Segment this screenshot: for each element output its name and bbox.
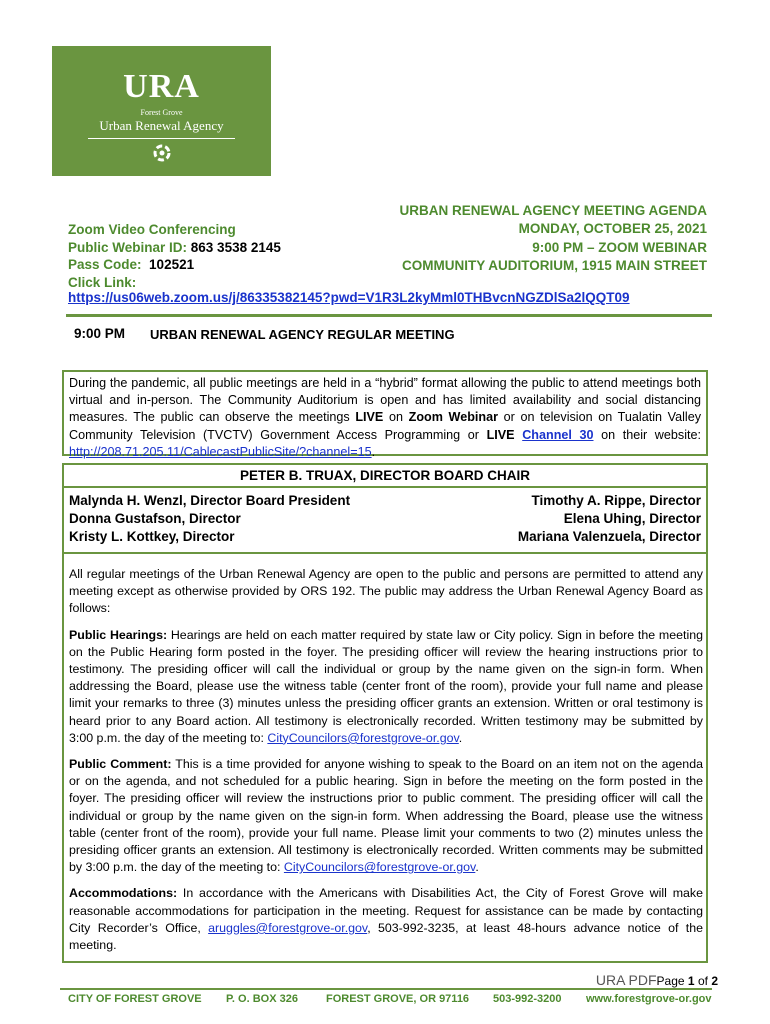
webinar-id-row: [68, 239, 281, 257]
accommodations-label: Accommodations:: [69, 886, 178, 901]
directors-right: [518, 492, 701, 546]
pass-code-row: [68, 256, 281, 274]
public-hearings-text: Hearings are held on each matter required by state law or City policy. Sign in before the meeting on the Public Hearing form posted in the foyer. The presiding officer will review the hearing instructions prior to testimony. The presiding officer will call the individual or group by the name given on the sign-in form. When addressing the Board, please use the witness table (center front of the room), provide your full name and please limit your remarks to three (3) minutes unless the presiding officer grants an extension. Written or oral testimony is heard prior to any Board action. All testimony is electronically recorded. Written testimony may be submitted by 3:00 p.m. the day of the meeting to:: [69, 627, 703, 745]
director-name: Kristy L. Kottkey, Director: [69, 529, 235, 544]
logo-agency-name: Urban Renewal Agency: [99, 118, 224, 133]
recorder-email-link[interactable]: aruggles@forestgrove-or.gov: [208, 920, 368, 935]
notice-text: on: [383, 410, 409, 425]
agenda-location: COMMUNITY AUDITORIUM, 1915 MAIN STREET: [401, 257, 707, 273]
public-comment-paragraph: Public Comment: This is a time provided for anyone wishing to speak to the Board on an item not on the agenda or on the agenda, and not scheduled for a public hearing. Sign in before the meeting on the form posted in the foyer. The presiding officer will review the instructions prior to public comment. The presiding officer will call the individual or group by the name given on the sign-in form. When addressing the Board, please use the witness table (center front of the room), provide your full name. Please limit your comments to two (2) minutes unless the presiding officer grants an extension. All testimony is electronically recorded. Written comments may be submitted by 3:00 p.m. the day of the meeting to: CityCouncilors@forestgrove-or.gov.: [69, 757, 703, 875]
footer-website[interactable]: www.forestgrove-or.gov: [586, 993, 712, 1005]
webinar-id-value: 863 3538 2145: [190, 239, 281, 255]
director-name: Malynda H. Wenzl, Director Board President: [69, 493, 351, 508]
comment-email-link[interactable]: CityCouncilors@forestgrove-or.gov: [283, 860, 476, 875]
page-total: 2: [711, 974, 718, 988]
director-name: Timothy A. Rippe, Director: [531, 493, 701, 508]
page-overlay: URA PDF: [595, 972, 657, 988]
agenda-header: [399, 202, 707, 275]
meeting-rules: [69, 566, 703, 963]
board-chair: PETER B. TRUAX, DIRECTOR BOARD CHAIR: [64, 466, 706, 488]
rules-intro: All regular meetings of the Urban Renewal Agency are open to the public and persons are permitted to attend any meeting except as otherwise provided by ORS 192. The public may address the Urban Renewal Agency Board as follows:: [69, 567, 703, 616]
cablecast-link[interactable]: http://208.71.205.11/CablecastPublicSite/?channel=15: [69, 444, 372, 459]
notice-zoom-webinar: Zoom Webinar: [408, 410, 498, 425]
director-name: Donna Gustafson, Director: [69, 511, 241, 526]
footer-phone: 503-992-3200: [493, 993, 562, 1005]
accommodations-paragraph: [69, 885, 703, 954]
page-of: of: [697, 974, 708, 988]
logo-small-text: Forest Grove: [140, 108, 183, 117]
agenda-date: MONDAY, OCTOBER 25, 2021: [518, 221, 707, 237]
notice-text: .: [371, 444, 376, 459]
notice-text: or on television on Tualatin Valley Community Television (TVCTV) Government Access Programming or: [69, 410, 701, 442]
zoom-heading: Zoom Video Conferencing: [68, 222, 236, 237]
pandemic-notice: [62, 370, 708, 459]
directors-left: [69, 492, 350, 546]
footer-divider: [60, 988, 712, 990]
pass-code-value: 102521: [149, 257, 195, 272]
logo-divider: [88, 138, 235, 139]
public-hearings-paragraph: Public Hearings: Hearings are held on each matter required by state law or City policy. Sign in before the meeting on the Public Hearing form posted in the foyer. The presiding officer will review the hearing instructions prior to testimony. The presiding officer will call the individual or group by the name given on the sign-in form. When addressing the Board, please use the witness table (center front of the room), provide your full name and please limit your remarks to three (3) minutes unless the presiding officer grants an extension. Written or oral testimony is heard prior to any Board action. All testimony is electronically recorded. Written testimony may be submitted by 3:00 p.m. the day of the meeting to: CityCouncilors@forestgrove-or.gov.: [69, 627, 703, 745]
hearings-email-link[interactable]: CityCouncilors@forestgrove-or.gov: [267, 730, 459, 745]
ura-logo: [52, 46, 271, 176]
footer-city: CITY OF FOREST GROVE: [68, 993, 202, 1005]
zoom-link[interactable]: https://us06web.zoom.us/j/86335382145?pwd=V1R3L2kyMml0THBvcnNGZDlSa2lQQT09: [68, 290, 630, 305]
agenda-time: 9:00 PM – ZOOM WEBINAR: [532, 239, 707, 255]
page-label: Page: [656, 974, 685, 988]
webinar-id-label: Public Webinar ID:: [68, 239, 188, 255]
page-indicator: [596, 972, 718, 988]
channel-30-link[interactable]: Channel 30: [522, 427, 594, 442]
meeting-title: URBAN RENEWAL AGENCY REGULAR MEETING: [150, 327, 455, 342]
header-divider: [66, 314, 712, 317]
public-hearings-label: Public Hearings:: [69, 627, 168, 642]
logo-abbr: URA: [123, 68, 200, 105]
director-name: Mariana Valenzuela, Director: [517, 529, 701, 544]
click-link-label: Click Link:: [68, 274, 137, 290]
footer-po-box: P. O. BOX 326: [226, 993, 298, 1005]
accommodations-tail: , 503-992-3235, at least 48-hours advance notice of the meeting.: [69, 920, 703, 953]
board-divider: [64, 552, 706, 554]
public-comment-text: This is a time provided for anyone wishing to speak to the Board on an item not on the agenda or on the agenda, and not scheduled for a public hearing. Sign in before the meeting on the form posted in the foyer. The presiding officer will review the instructions prior to public comment. The presiding officer will call the individual or group by the name given on the sign-in form. When addressing the Board, please use the witness table (center front of the room), provide your full name. Please limit your comments to two (2) minutes unless the presiding officer grants an extension. All testimony is electronically recorded. Written comments may be submitted by 3:00 p.m. the day of the meeting to:: [69, 757, 703, 875]
agenda-title: URBAN RENEWAL AGENCY MEETING AGENDA: [399, 203, 707, 218]
meeting-time: 9:00 PM: [74, 326, 126, 341]
notice-live: LIVE: [355, 410, 384, 425]
footer-address: FOREST GROVE, OR 97116: [326, 993, 470, 1005]
director-name: Elena Uhing, Director: [563, 511, 701, 526]
pass-code-label: Pass Code:: [68, 257, 142, 272]
public-comment-label: Public Comment:: [69, 757, 172, 772]
notice-text: on their website:: [593, 427, 702, 442]
zoom-info: [68, 221, 281, 291]
leaf-emblem-icon: [52, 142, 271, 169]
notice-text: During the pandemic, all public meetings are held in a “hybrid” format allowing the public to attend meetings both virtual and in-person. The Community Auditorium is open and has limited availability and social distancing measures. The public can observe the meetings: [69, 376, 701, 425]
page-number: 1: [687, 974, 695, 988]
notice-live: LIVE: [486, 427, 515, 442]
accommodations-text: In accordance with the Americans with Disabilities Act, the City of Forest Grove will make reasonable accommodations for participation in the meeting. Request for assistance can be made by contacting City Recorder’s Office,: [69, 886, 703, 935]
